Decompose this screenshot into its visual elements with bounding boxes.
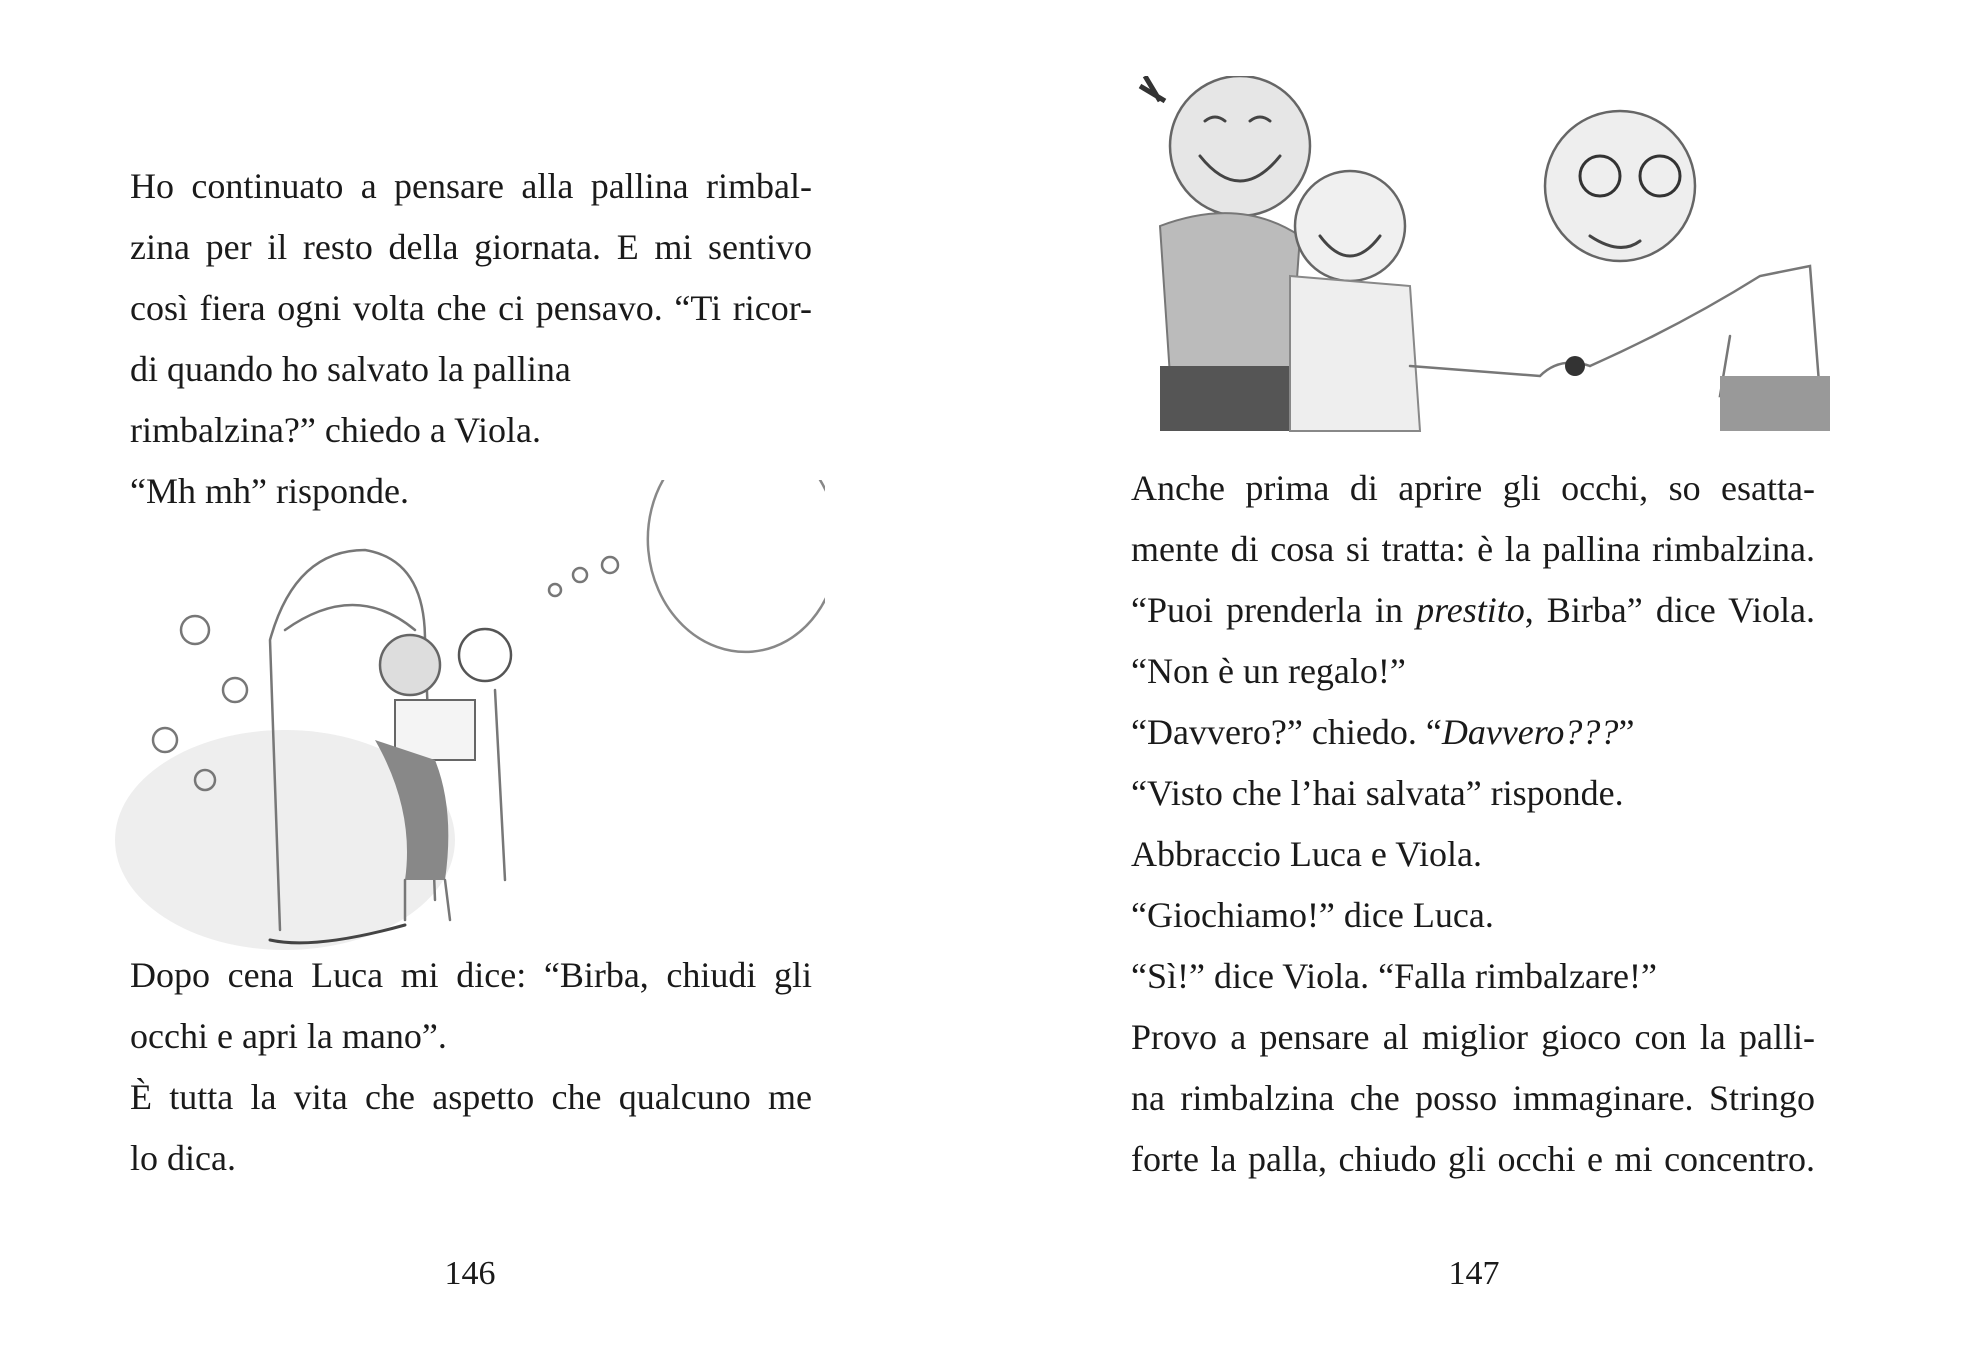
- page-number: 147: [1448, 1255, 1500, 1292]
- text-line: di quando ho salvato la pallina: [130, 349, 571, 389]
- paragraph-1: [130, 156, 812, 522]
- text-line: occhi e apri la mano”.: [130, 1016, 447, 1056]
- text-span: , Birba” dice Viola.: [1524, 590, 1815, 630]
- text-line: Provo a pensare al miglior gioco con la palli-: [1131, 1017, 1815, 1057]
- text-span: ”: [1618, 712, 1635, 752]
- paragraph-2: [130, 945, 812, 1189]
- right-page: [982, 0, 1965, 1353]
- text-line: È tutta la vita che aspetto che qualcuno me: [130, 1077, 812, 1117]
- rocking-chair-illustration: [105, 480, 825, 950]
- text-line: rimbalzina?” chiedo a Viola.: [130, 410, 541, 450]
- left-page: [0, 0, 982, 1353]
- text-line: Dopo cena Luca mi dice: “Birba, chiudi gli: [130, 955, 812, 995]
- text-line: “Visto che l’hai salvata” risponde.: [1131, 773, 1624, 813]
- italic-word: prestito: [1416, 590, 1525, 630]
- text-span: “Davvero?” chiedo. “: [1131, 712, 1442, 752]
- text-line: Ho continuato a pensare alla pallina rimbal-: [130, 166, 812, 206]
- text-body: [1131, 458, 1815, 1190]
- text-line: [1131, 702, 1815, 763]
- text-line: “Sì!” dice Viola. “Falla rimbalzare!”: [1131, 956, 1657, 996]
- text-span: “Puoi prenderla in: [1131, 590, 1417, 630]
- page-number: 146: [444, 1255, 496, 1292]
- text-line: Abbraccio Luca e Viola.: [1131, 834, 1483, 874]
- text-line: lo dica.: [130, 1138, 236, 1178]
- text-line: na rimbalzina che posso immaginare. Stringo: [1131, 1078, 1815, 1118]
- text-line: mente di cosa si tratta: è la pallina rimbalzina.: [1131, 529, 1815, 569]
- text-line: così fiera ogni volta che ci pensavo. “Ti ricor-: [130, 288, 812, 328]
- text-line: forte la palla, chiudo gli occhi e mi concentro.: [1131, 1139, 1815, 1179]
- text-line: “Non è un regalo!”: [1131, 651, 1406, 691]
- text-line: Anche prima di aprire gli occhi, so esatta-: [1131, 468, 1815, 508]
- text-line: “Giochiamo!” dice Luca.: [1131, 895, 1494, 935]
- text-line: “Mh mh” risponde.: [130, 471, 409, 511]
- italic-word: Davvero???: [1441, 712, 1619, 752]
- text-line: zina per il resto della giornata. E mi sentivo: [130, 227, 812, 267]
- three-children-illustration: [1120, 76, 1830, 436]
- text-line: [1131, 580, 1815, 641]
